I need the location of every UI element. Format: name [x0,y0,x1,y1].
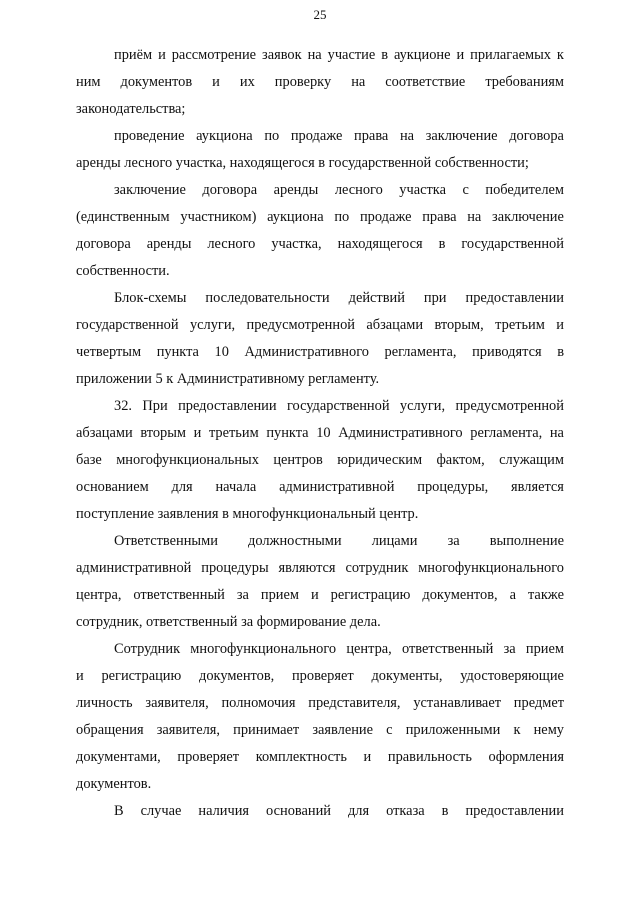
page-number: 25 [313,7,327,22]
document-body [76,42,564,825]
text-line [76,555,564,582]
text-line: приложении 5 к Административному регламенту. [76,371,380,387]
word: аренды [273,182,319,198]
word: участие [327,47,376,63]
word: заявителя, [145,695,209,711]
text-line [76,474,564,501]
word: а [509,587,516,603]
word: по [334,209,350,225]
text-line [76,447,564,474]
word: 10 [316,425,331,441]
text-line [76,42,564,69]
text-line: поступление заявления в многофункциональный центр. [76,506,419,522]
word: услуги, [399,398,446,414]
word: принимает [233,722,300,738]
word: соответствие [385,74,466,90]
word: заключение [114,182,186,198]
word: предоставлении [465,803,564,819]
word: ним [76,74,101,90]
word: действий [348,290,405,306]
word: документов [120,74,193,90]
word: (единственным [76,209,170,225]
word: участка [399,182,446,198]
word: сотрудник [345,560,409,576]
word: права [422,209,457,225]
word: прием [525,641,564,657]
word: в [381,47,388,63]
word: при [423,290,447,306]
text-line [76,231,564,258]
word: многофункциональных [116,452,259,468]
word: за [503,641,516,657]
word: ответственный [401,641,494,657]
word: государственной [76,317,179,333]
word: договора [76,236,131,252]
text-line: документов. [76,776,152,792]
word: проверку [274,74,332,90]
word: базе [76,452,102,468]
word: основанием [76,479,149,495]
word: для [347,803,370,819]
word: Ответственными [114,533,218,549]
word: их [239,74,255,90]
word: административной [76,560,192,576]
word: третьим [495,317,545,333]
text-line: аренды лесного участка, находящегося в государственной собственности; [76,155,529,171]
text-line [76,285,564,312]
word: правильность [387,749,472,765]
word: в [557,344,564,360]
word: аукциона [267,209,324,225]
word: на [399,128,415,144]
word: регистрацию [101,668,182,684]
word: договора [202,182,258,198]
word: абзацами [366,317,424,333]
word: и [193,425,202,441]
word: для [171,479,193,495]
word: государственной [286,398,390,414]
paragraph-3 [76,177,564,285]
text-line [76,717,564,744]
word: юридическим [337,452,423,468]
word: пункта [266,425,309,441]
word: полномочия [221,695,296,711]
word: участка, [271,236,322,252]
word: центров [273,452,323,468]
text-line [76,798,564,825]
word: процедуры, [417,479,489,495]
word: заявок [262,47,302,63]
text-line [76,582,564,609]
text-line: собственности. [76,263,170,279]
word: с [386,722,393,738]
word: и [212,74,220,90]
word: и [456,47,465,63]
word: к [513,722,521,738]
word: лесного [334,182,383,198]
word: заявление [312,722,374,738]
word: оформления [488,749,564,765]
word: предусмотренной [246,317,355,333]
word: пункта [156,344,199,360]
word: Административного [338,425,463,441]
word: к [556,47,564,63]
paragraph-5 [76,393,564,528]
paragraph-1 [76,42,564,123]
word: рассмотрение [171,47,257,63]
word: и [76,668,84,684]
paragraph-8 [76,798,564,825]
word: наличия [198,803,250,819]
word: документов, [422,587,498,603]
word: документами, [76,749,161,765]
word: представителя, [308,695,401,711]
word: продаже [290,128,343,144]
word: на [351,74,366,90]
word: выполнение [489,533,564,549]
word: Сотрудник [114,641,181,657]
word: договора [509,128,564,144]
text-line [76,204,564,231]
word: являются [278,560,336,576]
paragraph-7 [76,636,564,798]
word: проведение [114,128,185,144]
word: заявителя, [156,722,220,738]
text-line [76,528,564,555]
word: победителем [485,182,564,198]
word: В [114,803,124,819]
word: регламента, [384,344,457,360]
word: обращения [76,722,144,738]
word: административной [279,479,395,495]
word: аренды [146,236,192,252]
word: При [142,398,168,414]
word: приём [114,47,153,63]
text-line [76,312,564,339]
word: многофункционального [418,560,564,576]
word: комплектность [255,749,347,765]
word: в [438,236,446,252]
word: Административного [244,344,369,360]
word: вторым [140,425,187,441]
word: документы, [371,668,443,684]
word: на [467,209,482,225]
word: проверяет [177,749,240,765]
word: приложенными [405,722,501,738]
word: на [549,425,564,441]
word: начала [215,479,257,495]
word: многофункционального [190,641,337,657]
word: личность [76,695,133,711]
word: 32. [114,398,132,414]
text-line [76,123,564,150]
word: проверяет [291,668,354,684]
word: удостоверяющие [460,668,564,684]
word: предусмотренной [455,398,564,414]
word: услуги, [189,317,236,333]
text-line [76,690,564,717]
word: по [264,128,280,144]
word: прием [260,587,299,603]
text-line: законодательства; [76,101,186,117]
word: и [158,47,166,63]
word: находящегося [337,236,423,252]
text-line [76,339,564,366]
text-line [76,744,564,771]
text-line [76,636,564,663]
word: оснований [266,803,331,819]
word: ответственный [133,587,225,603]
word: на [307,47,322,63]
word: и [363,749,372,765]
word: служащим [499,452,564,468]
text-line [76,663,564,690]
word: процедуры [201,560,269,576]
word: продаже [359,209,412,225]
word: права [354,128,389,144]
word: за [447,533,460,549]
word: предмет [513,695,564,711]
word: третьим [208,425,259,441]
word: центра, [76,587,122,603]
word: приводятся [472,344,542,360]
word: заключение [425,128,498,144]
text-line [76,69,564,96]
word: в [441,803,449,819]
word: является [511,479,564,495]
word: регламента, [470,425,543,441]
text-line [76,393,564,420]
word: также [527,587,564,603]
word: предоставлении [178,398,277,414]
word: вторым, [434,317,484,333]
paragraph-6 [76,528,564,636]
word: 10 [214,344,229,360]
word: за [236,587,249,603]
word: государственной [461,236,564,252]
word: устанавливает [413,695,501,711]
word: абзацами [76,425,133,441]
word: аукциона [196,128,253,144]
word: центра, [346,641,392,657]
word: требованиям [485,74,564,90]
text-line: сотрудник, ответственный за формирование дела. [76,614,381,630]
word: лесного [207,236,256,252]
word: должностными [248,533,342,549]
word: последовательности [205,290,330,306]
word: Блок-схемы [114,290,187,306]
paragraph-2 [76,123,564,177]
word: и [310,587,319,603]
word: документов, [199,668,275,684]
word: предоставлении [465,290,564,306]
paragraph-4 [76,285,564,393]
word: и [556,317,564,333]
word: нему [533,722,564,738]
word: аукционе [393,47,451,63]
word: прилагаемых [470,47,551,63]
word: случае [140,803,182,819]
word: фактом, [436,452,485,468]
word: заключение [492,209,564,225]
word: четвертым [76,344,142,360]
word: лицами [371,533,418,549]
text-line [76,420,564,447]
word: регистрацию [330,587,411,603]
text-line [76,177,564,204]
word: с [462,182,469,198]
word: отказа [386,803,425,819]
word: участником) [180,209,257,225]
